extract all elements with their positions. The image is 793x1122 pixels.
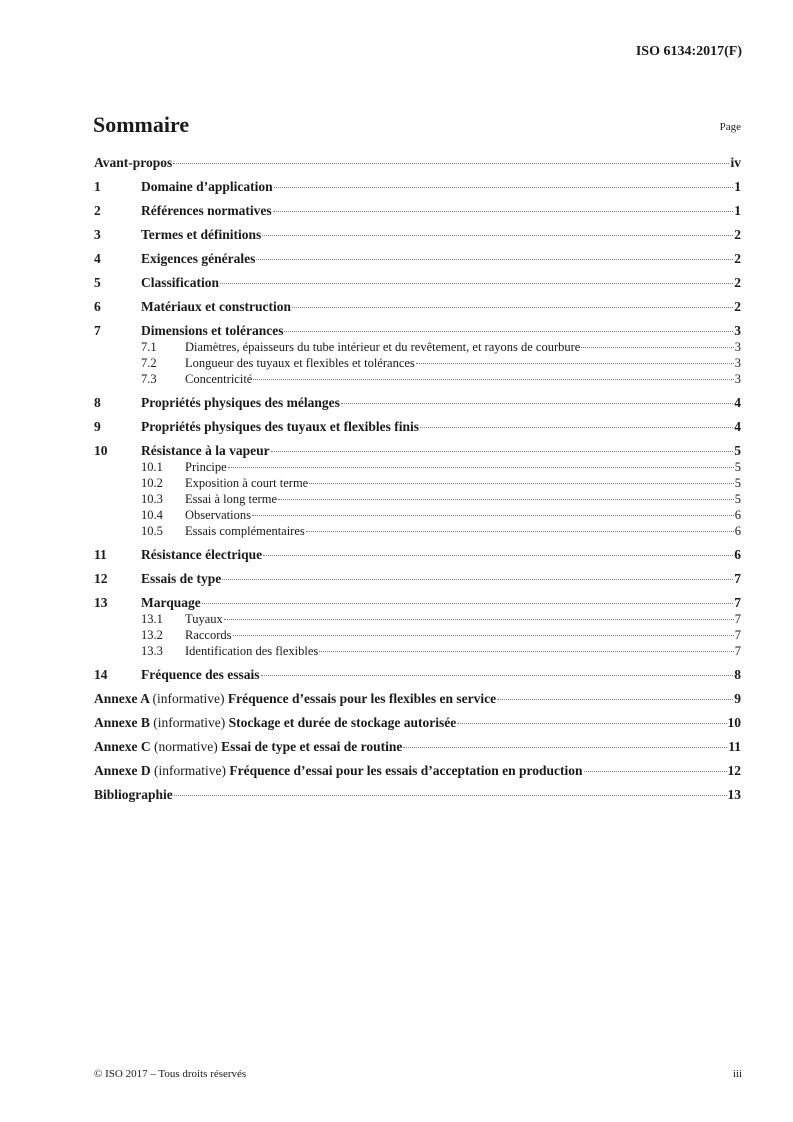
dot-leader (252, 515, 734, 516)
dot-leader (261, 675, 734, 676)
annex-status: (informative) (154, 763, 226, 778)
toc-entry-title: Matériaux et construction (141, 299, 291, 314)
toc-entry-title (94, 715, 456, 731)
toc-entry-page: 6 (734, 508, 741, 522)
toc-entry[interactable] (94, 595, 741, 611)
toc-entry-number: 10 (94, 443, 108, 458)
toc-subentry[interactable] (94, 627, 741, 643)
dot-leader (581, 347, 733, 348)
toc-entry-number: 4 (94, 251, 101, 266)
toc-entry-page: 3 (734, 323, 741, 338)
toc-entry-page: 7 (734, 571, 741, 586)
toc-subentry[interactable] (94, 475, 741, 491)
toc-entry-number: 7.1 (141, 340, 157, 354)
toc-entry-page: 1 (734, 179, 741, 194)
toc-entry-page: 2 (734, 227, 741, 242)
copyright-footer: © ISO 2017 – Tous droits réservés (94, 1068, 247, 1080)
annex-label: Annexe D (94, 763, 151, 778)
dot-leader (173, 163, 729, 164)
toc-entry-number: 13 (94, 595, 108, 610)
annex-title: Stockage et durée de stockage autorisée (228, 715, 457, 730)
dot-leader (273, 211, 734, 212)
dot-leader (341, 403, 733, 404)
toc-subentry[interactable] (94, 643, 741, 659)
toc-entry[interactable] (94, 179, 741, 195)
toc-entry-page: 3 (734, 356, 741, 370)
toc-entry-page: 6 (734, 524, 741, 538)
toc-entry-number: 10.2 (141, 476, 163, 490)
toc-entry-number: 10.5 (141, 524, 163, 538)
toc-entry-number: 13.1 (141, 612, 163, 626)
toc-entry-title: Domaine d’application (141, 179, 273, 194)
toc-entry-title: Essais de type (141, 571, 222, 586)
toc-entry-title: Observations (185, 508, 251, 522)
dot-leader (253, 379, 733, 380)
toc-annex-entry[interactable] (94, 715, 741, 731)
page-column-label: Page (719, 121, 741, 133)
toc-entry-title: Termes et définitions (141, 227, 262, 242)
toc-entry-title: Essai à long terme (185, 492, 277, 506)
toc-entry-page: iv (730, 155, 741, 170)
toc-subentry[interactable] (94, 339, 741, 355)
toc-entry-page: 2 (734, 275, 741, 290)
document-id: ISO 6134:2017(F) (635, 44, 742, 59)
toc-entry[interactable] (94, 203, 741, 219)
annex-title: Fréquence d’essai pour les essais d’acceptation en production (229, 763, 583, 778)
annex-status: (informative) (152, 691, 225, 706)
toc-entry-title: Bibliographie (94, 787, 173, 802)
toc-entry-title: Concentricité (185, 372, 253, 386)
page-title: Sommaire (93, 112, 190, 137)
toc-entry-number: 7 (94, 323, 101, 338)
toc-entry-title: Classification (141, 275, 220, 290)
toc-entry-number: 13.2 (141, 628, 163, 642)
toc-entry-title: Dimensions et tolérances (141, 323, 284, 338)
dot-leader (306, 531, 734, 532)
toc-entry-title: Raccords (185, 628, 232, 642)
toc-subentry[interactable] (94, 459, 741, 475)
toc-entry[interactable] (94, 155, 741, 171)
annex-title: Fréquence d’essais pour les flexibles en service (227, 691, 497, 706)
toc-entry-page: 5 (734, 476, 741, 490)
toc-entry-number: 3 (94, 227, 101, 242)
toc-entry-number: 8 (94, 395, 101, 410)
toc-entry-number: 14 (94, 667, 108, 682)
dot-leader (220, 283, 733, 284)
toc-entry-title (94, 739, 402, 755)
dot-leader (224, 619, 734, 620)
toc-entry[interactable] (94, 227, 741, 243)
dot-leader (256, 259, 733, 260)
toc-entry-page: 4 (734, 419, 741, 434)
toc-entry-number: 10.1 (141, 460, 163, 474)
toc-entry-page: 2 (734, 299, 741, 314)
toc-entry-title: Résistance électrique (141, 547, 263, 562)
toc-entry[interactable] (94, 323, 741, 339)
annex-label: Annexe C (94, 739, 151, 754)
dot-leader (202, 603, 734, 604)
toc-entry-page: 10 (727, 715, 741, 730)
dot-leader (262, 235, 733, 236)
toc-entry-title: Fréquence des essais (141, 667, 260, 682)
toc-entry-page: 5 (734, 492, 741, 506)
toc-entry-number: 1 (94, 179, 101, 194)
toc-annex-entry[interactable] (94, 739, 741, 755)
toc-entry[interactable] (94, 571, 741, 587)
toc-entry-title: Tuyaux (185, 612, 223, 626)
toc-entry-number: 5 (94, 275, 101, 290)
toc-subentry[interactable] (94, 523, 741, 539)
toc-entry-page: 8 (734, 667, 741, 682)
toc-entry-page: 4 (734, 395, 741, 410)
toc-entry-title: Marquage (141, 595, 201, 610)
dot-leader (309, 483, 734, 484)
toc-entry-title: Essais complémentaires (185, 524, 305, 538)
toc-annex-entry[interactable] (94, 691, 741, 707)
toc-entry-page: 11 (728, 739, 741, 754)
toc-entry-page: 12 (727, 763, 741, 778)
toc-entry-page: 5 (734, 443, 741, 458)
toc-entry-number: 9 (94, 419, 101, 434)
toc-entry-page: 1 (734, 203, 741, 218)
annex-label: Annexe A (94, 691, 150, 706)
toc-entry-page: 2 (734, 251, 741, 266)
toc-entry-number: 6 (94, 299, 101, 314)
toc-entry-title: Exposition à court terme (185, 476, 309, 490)
dot-leader (278, 499, 734, 500)
dot-leader (228, 467, 734, 468)
toc-entry-number: 11 (94, 547, 107, 562)
dot-leader (271, 451, 734, 452)
toc-subentry[interactable] (94, 355, 741, 371)
toc-entry-page: 3 (734, 340, 741, 354)
toc-entry-title: Avant-propos (94, 155, 173, 170)
toc-entry-number: 10.3 (141, 492, 163, 506)
toc-entry-number: 2 (94, 203, 101, 218)
toc-entry-title: Diamètres, épaisseurs du tube intérieur et du revêtement, et rayons de courbure (185, 340, 581, 354)
dot-leader (174, 795, 727, 796)
toc-subentry[interactable] (94, 371, 741, 387)
toc-entry-number: 7.3 (141, 372, 157, 386)
toc-entry[interactable] (94, 251, 741, 267)
toc-entry-title: Identification des flexibles (185, 644, 319, 658)
toc-entry-page: 13 (727, 787, 741, 802)
dot-leader (584, 771, 727, 772)
toc-entry-title (94, 691, 496, 707)
dot-leader (497, 699, 733, 700)
toc-entry-page: 9 (734, 691, 741, 706)
toc-entry-page: 7 (734, 644, 741, 658)
toc-entry[interactable] (94, 443, 741, 459)
toc-annex-entry[interactable] (94, 763, 741, 779)
toc-entry-title: Principe (185, 460, 227, 474)
toc-entry[interactable] (94, 547, 741, 563)
toc-entry[interactable] (94, 419, 741, 435)
toc-entry-page: 5 (734, 460, 741, 474)
toc-entry-title: Propriétés physiques des tuyaux et flexibles finis (141, 419, 420, 434)
toc-entry-title: Résistance à la vapeur (141, 443, 270, 458)
toc-entry-page: 7 (734, 612, 741, 626)
toc-entry[interactable] (94, 787, 741, 803)
toc-entry[interactable] (94, 299, 741, 315)
toc-entry-number: 10.4 (141, 508, 163, 522)
page-number: iii (732, 1068, 742, 1080)
toc-entry-title: Longueur des tuyaux et flexibles et tolérances (185, 356, 415, 370)
toc-entry-number: 12 (94, 571, 108, 586)
dot-leader (233, 635, 734, 636)
annex-status: (normative) (154, 739, 218, 754)
toc-entry-title: Références normatives (141, 203, 272, 218)
table-of-contents (94, 155, 741, 803)
toc-entry-title: Exigences générales (141, 251, 256, 266)
toc-entry[interactable] (94, 395, 741, 411)
toc-entry[interactable] (94, 667, 741, 683)
dot-leader (263, 555, 733, 556)
toc-entry-title (94, 763, 583, 779)
toc-entry-number: 13.3 (141, 644, 163, 658)
dot-leader (420, 427, 733, 428)
dot-leader (284, 331, 733, 332)
dot-leader (319, 651, 733, 652)
toc-entry-page: 7 (734, 628, 741, 642)
toc-subentry[interactable] (94, 491, 741, 507)
toc-entry-page: 6 (734, 547, 741, 562)
toc-subentry[interactable] (94, 507, 741, 523)
dot-leader (292, 307, 733, 308)
toc-entry[interactable] (94, 275, 741, 291)
annex-title: Essai de type et essai de routine (221, 739, 403, 754)
dot-leader (274, 187, 734, 188)
dot-leader (403, 747, 727, 748)
toc-subentry[interactable] (94, 611, 741, 627)
dot-leader (416, 363, 734, 364)
toc-entry-page: 3 (734, 372, 741, 386)
toc-entry-page: 7 (734, 595, 741, 610)
dot-leader (457, 723, 726, 724)
toc-entry-number: 7.2 (141, 356, 157, 370)
annex-status: (informative) (153, 715, 226, 730)
toc-entry-title: Propriétés physiques des mélanges (141, 395, 340, 410)
dot-leader (222, 579, 733, 580)
annex-label: Annexe B (94, 715, 150, 730)
